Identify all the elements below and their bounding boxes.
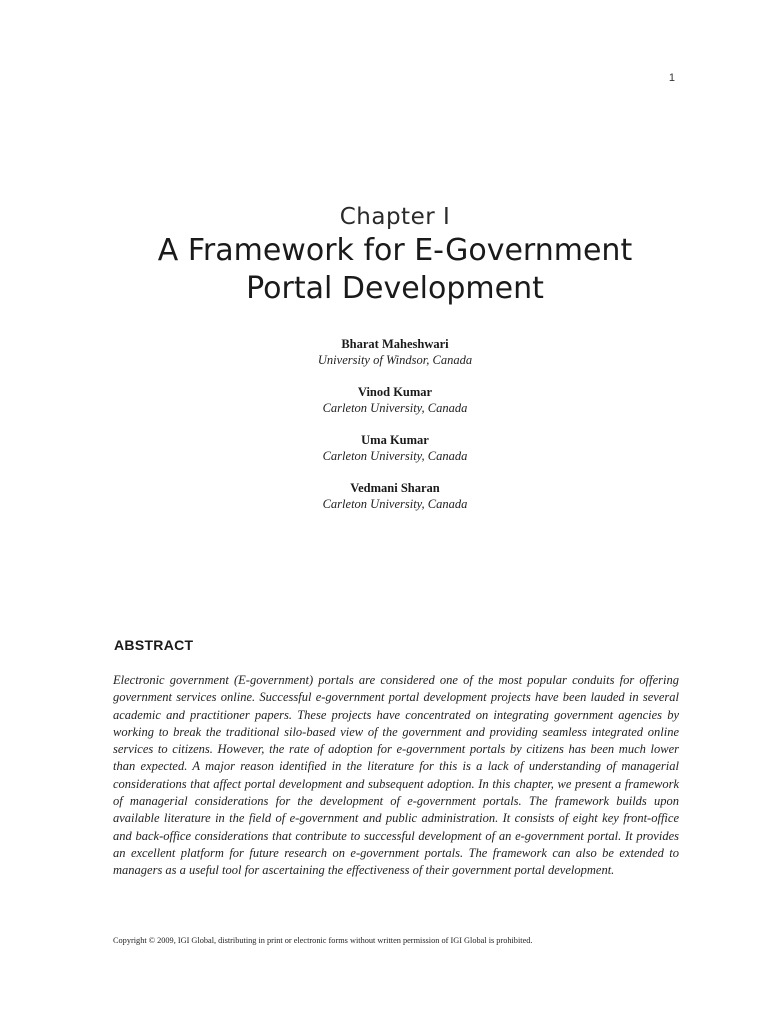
- chapter-title-line-2: Portal Development: [246, 271, 544, 306]
- chapter-title: [0, 232, 768, 308]
- page-number: 1: [668, 72, 675, 84]
- copyright-notice: Copyright © 2009, IGI Global, distributing in print or electronic forms without written permission of IGI Global is prohibited.: [113, 936, 533, 945]
- author-list: [0, 336, 768, 528]
- author-affiliation: Carleton University, Canada: [322, 497, 468, 511]
- author-block: [0, 384, 768, 417]
- author-name: Vinod Kumar: [357, 385, 433, 399]
- chapter-title-line-1: A Framework for E-Government: [157, 233, 633, 268]
- author-affiliation: University of Windsor, Canada: [317, 353, 473, 367]
- author-block: [0, 480, 768, 513]
- abstract-body: Electronic government (E-government) portals are considered one of the most popular conduits for offering government services online. Successful e-government portal development projects have been lauded in several academic and practitioner papers. These projects have concentrated on integrating government agencies by working to break the traditional silo-based view of the government and providing seamless integrated online services to citizens. However, the rate of adoption for e-government portals by citizens has been much lower than expected. A major reason identified in the literature for this is a lack of understanding of managerial considerations that affect portal development and subsequent adoption. In this chapter, we present a framework of managerial considerations for the development of e-government portals. The framework builds upon available literature in the field of e-government and public administration. It consists of eight key front-office and back-office considerations that contribute to successful development of an e-government portal. It provides an excellent platform for future research on e-government portals. The framework can also be extended to managers as a useful tool for ascertaining the effectiveness of their government portal development.: [113, 673, 679, 878]
- author-affiliation: Carleton University, Canada: [322, 449, 468, 463]
- abstract-heading: ABSTRACT: [114, 637, 194, 653]
- author-block: [0, 336, 768, 369]
- author-name: Uma Kumar: [361, 433, 429, 447]
- author-name: Vedmani Sharan: [350, 481, 440, 495]
- author-block: [0, 432, 768, 465]
- author-name: Bharat Maheshwari: [341, 337, 449, 351]
- author-affiliation: Carleton University, Canada: [322, 401, 468, 415]
- chapter-label: Chapter I: [339, 204, 451, 230]
